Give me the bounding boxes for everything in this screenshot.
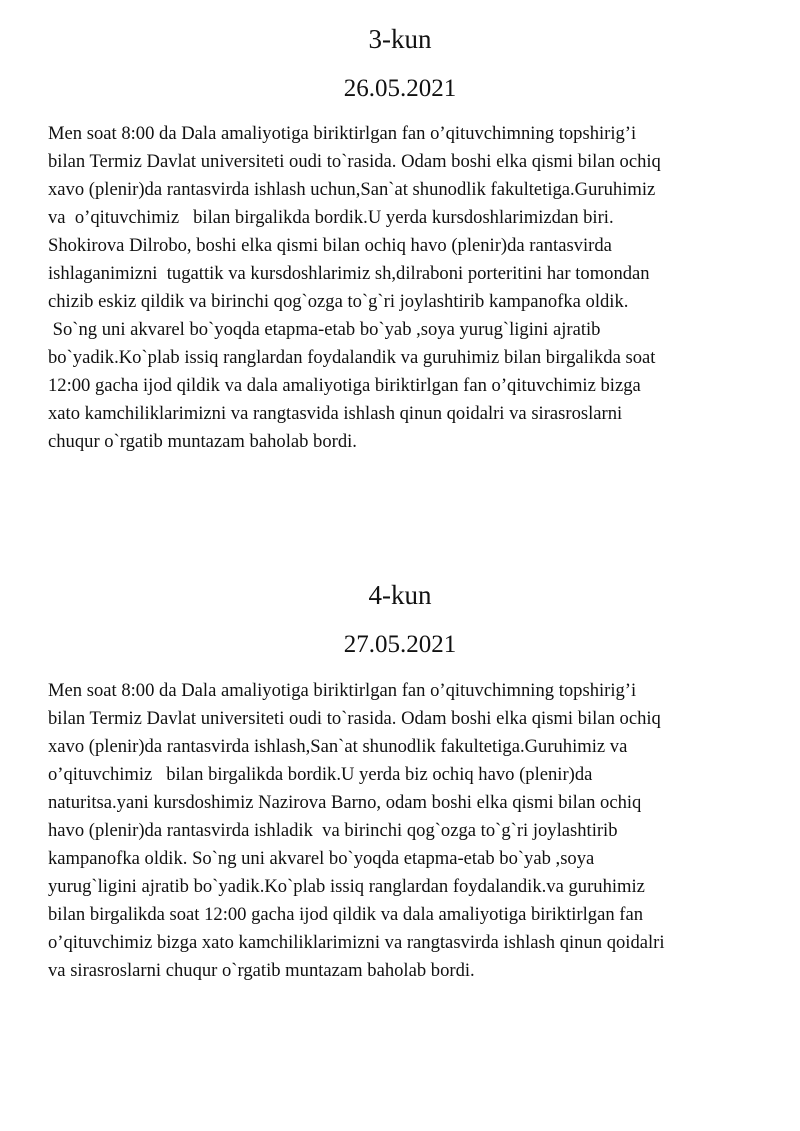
paragraph-line: xavo (plenir)da rantasvirda ishlash uchun,San`at shunodlik fakultetiga.Guruhimiz <box>48 179 656 200</box>
paragraph-line: So`ng uni akvarel bo`yoqda etapma-etab bo`yab ,soya yurug`ligini ajratib <box>48 319 601 340</box>
day-paragraph <box>48 677 768 985</box>
day-title: 3-kun <box>368 24 432 54</box>
paragraph-line: bilan Termiz Davlat universiteti oudi to`rasida. Odam boshi elka qismi bilan ochiq <box>48 151 661 172</box>
paragraph-line: kampanofka oldik. So`ng uni akvarel bo`yoqda etapma-etab bo`yab ,soya <box>48 848 595 869</box>
paragraph-line: chuqur o`rgatib muntazam baholab bordi. <box>48 431 357 452</box>
day-date: 27.05.2021 <box>343 631 457 658</box>
paragraph-line: o’qituvchimiz bizga xato kamchiliklarimizni va rangtasvirda ishlash qinun qoidalri <box>48 932 665 953</box>
paragraph-line: bo`yadik.Ko`plab issiq ranglardan foydalandik va guruhimiz bilan birgalikda soat <box>48 347 656 368</box>
paragraph-line: havo (plenir)da rantasvirda ishladik va birinchi qog`ozga to`g`ri joylashtirib <box>48 820 618 841</box>
paragraph-line: Shokirova Dilrobo, boshi elka qismi bilan ochiq havo (plenir)da rantasvirda <box>48 235 612 256</box>
paragraph-line: xato kamchiliklarimizni va rangtasvida ishlash qinun qoidalri va sirasroslarni <box>48 403 623 424</box>
paragraph-line: bilan Termiz Davlat universiteti oudi to`rasida. Odam boshi elka qismi bilan ochiq <box>48 708 661 729</box>
paragraph-line: o’qituvchimiz bilan birgalikda bordik.U yerda biz ochiq havo (plenir)da <box>48 764 593 785</box>
paragraph-line: chizib eskiz qildik va birinchi qog`ozga to`g`ri joylashtirib kampanofka oldik. <box>48 291 629 312</box>
day-paragraph <box>48 120 768 456</box>
paragraph-line: xavo (plenir)da rantasvirda ishlash,San`at shunodlik fakultetiga.Guruhimiz va <box>48 736 628 757</box>
paragraph-line: va sirasroslarni chuqur o`rgatib muntazam baholab bordi. <box>48 960 475 981</box>
paragraph-line: bilan birgalikda soat 12:00 gacha ijod qildik va dala amaliyotiga biriktirlgan fan <box>48 904 644 925</box>
paragraph-line: Men soat 8:00 da Dala amaliyotiga biriktirlgan fan o’qituvchimning topshirig’i <box>48 123 637 144</box>
paragraph-line: yurug`ligini ajratib bo`yadik.Ko`plab issiq ranglardan foydalandik.va guruhimiz <box>48 876 645 897</box>
paragraph-line: naturitsa.yani kursdoshimiz Nazirova Barno, odam boshi elka qismi bilan ochiq <box>48 792 642 813</box>
day-date: 26.05.2021 <box>343 75 457 102</box>
paragraph-line: ishlaganimizni tugattik va kursdoshlarimiz sh,dilraboni porteritini har tomondan <box>48 263 650 284</box>
paragraph-line: va o’qituvchimiz bilan birgalikda bordik.U yerda kursdoshlarimizdan biri. <box>48 207 614 228</box>
day-title: 4-kun <box>368 580 432 610</box>
paragraph-line: Men soat 8:00 da Dala amaliyotiga biriktirlgan fan o’qituvchimning topshirig’i <box>48 680 637 701</box>
paragraph-line: 12:00 gacha ijod qildik va dala amaliyotiga biriktirlgan fan o’qituvchimiz bizga <box>48 375 641 396</box>
